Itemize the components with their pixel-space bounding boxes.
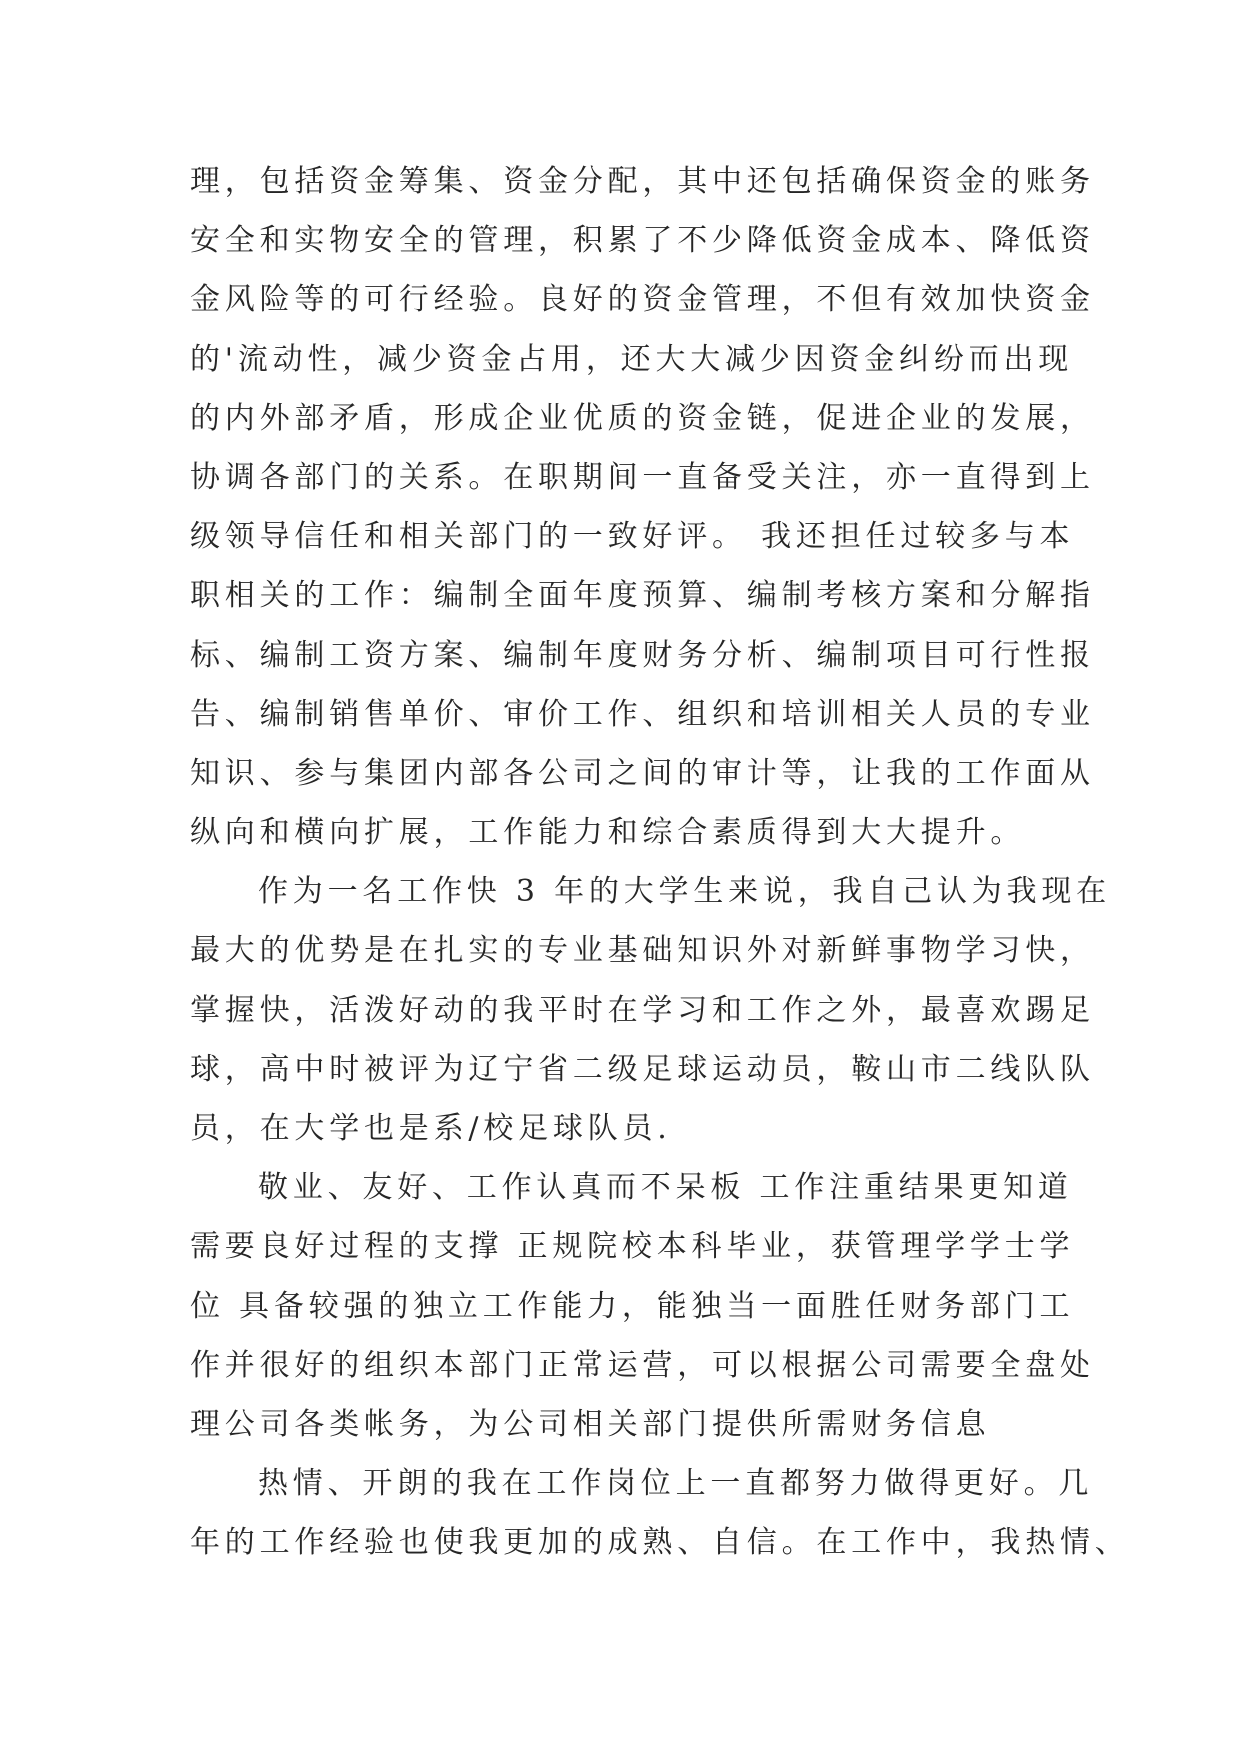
- text-line: 金风险等的可行经验。良好的资金管理，不但有效加快资金: [190, 282, 1095, 318]
- text-line: 安全和实物安全的管理，积累了不少降低资金成本、降低资: [190, 223, 1095, 259]
- text-line: 的'流动性，减少资金占用，还大大减少因资金纠纷而出现: [190, 341, 1074, 377]
- text-line: 级领导信任和相关部门的一致好评。 我还担任过较多与本: [190, 519, 1075, 555]
- text-line: 作并很好的组织本部门正常运营，可以根据公司需要全盘处: [190, 1347, 1095, 1383]
- text-line: 最大的优势是在扎实的专业基础知识外对新鲜事物学习快，: [190, 933, 1095, 969]
- text-line: 需要良好过程的支撑 正规院校本科毕业，获管理学学士学: [190, 1229, 1075, 1265]
- body-text: [190, 152, 1130, 1573]
- text-line: 年的工作经验也使我更加的成熟、自信。在工作中，我热情、: [190, 1525, 1130, 1561]
- paragraph-start-line: 敬业、友好、工作认真而不呆板 工作注重结果更知道: [258, 1170, 1073, 1206]
- text-line: 员，在大学也是系/校足球队员.: [190, 1111, 672, 1146]
- paragraph-start-line: 热情、开朗的我在工作岗位上一直都努力做得更好。几: [258, 1466, 1094, 1502]
- text-line: 理，包括资金筹集、资金分配，其中还包括确保资金的账务: [190, 164, 1095, 199]
- text-line: 位 具备较强的独立工作能力，能独当一面胜任财务部门工: [190, 1288, 1075, 1324]
- text-line: 纵向和横向扩展，工作能力和综合素质得到大大提升。: [190, 815, 1026, 851]
- text-line: 职相关的工作：编制全面年度预算、编制考核方案和分解指: [190, 578, 1095, 614]
- text-line: 球，高中时被评为辽宁省二级足球运动员，鞍山市二线队队: [190, 1051, 1095, 1087]
- text-line: 协调各部门的关系。在职期间一直备受关注，亦一直得到上: [190, 459, 1095, 495]
- text-line: 掌握快，活泼好动的我平时在学习和工作之外，最喜欢踢足: [190, 992, 1095, 1028]
- text-line: 的内外部矛盾，形成企业优质的资金链，促进企业的发展，: [190, 400, 1095, 436]
- text-line: 标、编制工资方案、编制年度财务分析、编制项目可行性报: [190, 637, 1095, 673]
- text-line: 理公司各类帐务，为公司相关部门提供所需财务信息: [190, 1406, 991, 1442]
- text-line: 告、编制销售单价、审价工作、组织和培训相关人员的专业: [190, 696, 1095, 732]
- paragraph-start-line: 作为一名工作快 3 年的大学生来说，我自己认为我现在: [258, 874, 1111, 910]
- text-line: 知识、参与集团内部各公司之间的审计等，让我的工作面从: [190, 755, 1095, 791]
